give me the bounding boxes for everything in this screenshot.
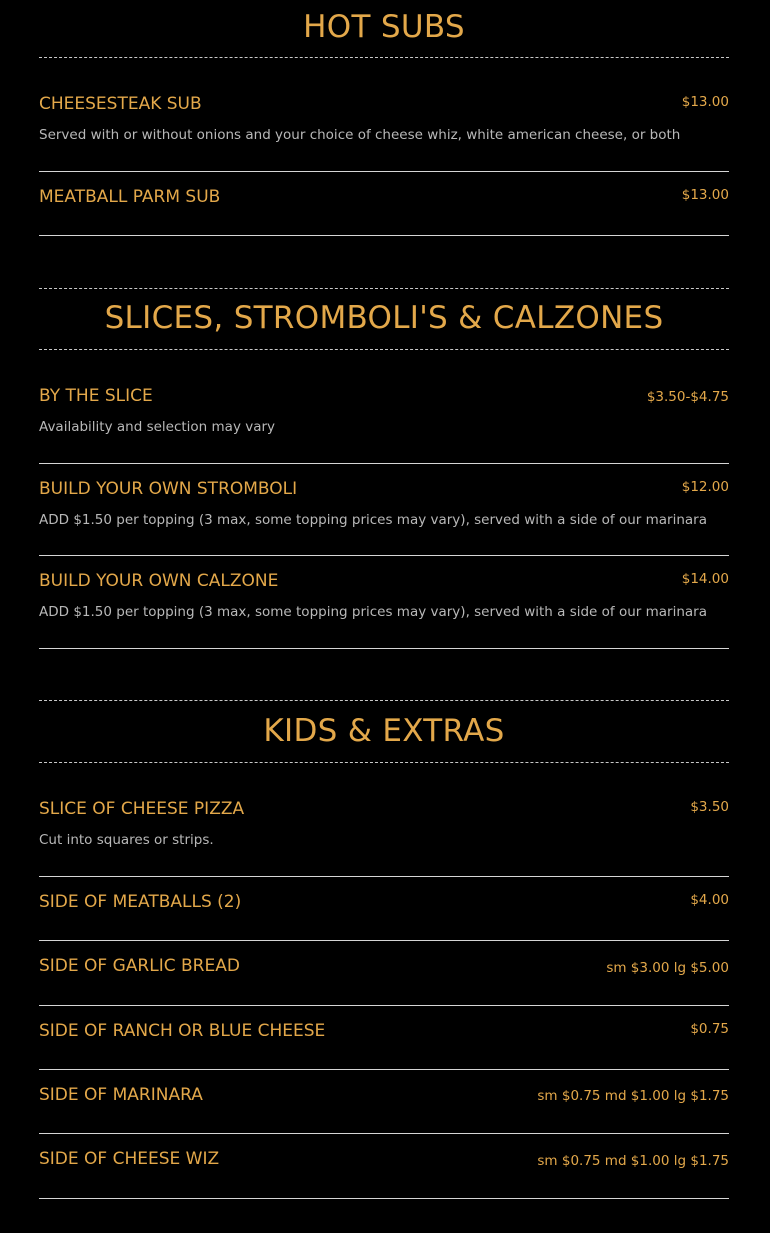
- item-description: ADD $1.50 per topping (3 max, some topping prices may vary), served with a side of our marinara: [39, 604, 707, 620]
- item-name: BUILD YOUR OWN STROMBOLI: [39, 479, 298, 499]
- menu-item[interactable]: [39, 1006, 729, 1070]
- item-price: $13.00: [681, 94, 729, 110]
- menu-item[interactable]: [39, 941, 729, 1006]
- menu-item[interactable]: [39, 877, 729, 941]
- menu-item[interactable]: [39, 1070, 729, 1134]
- item-price: $3.50-$4.75: [646, 389, 729, 405]
- item-price: $14.00: [681, 571, 729, 587]
- item-price: sm $0.75 md $1.00 lg $1.75: [537, 1153, 729, 1169]
- section-title: HOT SUBS: [303, 9, 465, 45]
- item-name: SIDE OF MARINARA: [39, 1085, 203, 1105]
- item-price: $3.50: [690, 799, 729, 815]
- item-description: Cut into squares or strips.: [39, 832, 214, 848]
- item-name: SIDE OF MEATBALLS (2): [39, 892, 242, 912]
- menu-item[interactable]: [39, 1134, 729, 1199]
- item-name: CHEESESTEAK SUB: [39, 94, 202, 114]
- item-name: SIDE OF GARLIC BREAD: [39, 956, 240, 976]
- section-title: SLICES, STROMBOLI'S & CALZONES: [104, 300, 664, 336]
- item-description: ADD $1.50 per topping (3 max, some topping prices may vary), served with a side of our marinara: [39, 512, 707, 528]
- menu-item[interactable]: [39, 464, 729, 556]
- item-name: SIDE OF RANCH OR BLUE CHEESE: [39, 1021, 326, 1041]
- item-price: sm $0.75 md $1.00 lg $1.75: [537, 1088, 729, 1104]
- item-price: $0.75: [690, 1021, 729, 1037]
- menu-item[interactable]: [39, 172, 729, 236]
- item-price: $12.00: [681, 479, 729, 495]
- menu-item[interactable]: [39, 58, 729, 172]
- section-title: KIDS & EXTRAS: [263, 713, 505, 749]
- item-name: SIDE OF CHEESE WIZ: [39, 1149, 220, 1169]
- item-name: MEATBALL PARM SUB: [39, 187, 221, 207]
- item-price: $4.00: [690, 892, 729, 908]
- item-name: BY THE SLICE: [39, 386, 153, 406]
- menu-item[interactable]: [39, 763, 729, 877]
- menu-item[interactable]: [39, 556, 729, 649]
- section-divider: [39, 288, 729, 289]
- item-description: Availability and selection may vary: [39, 419, 276, 435]
- menu-item[interactable]: [39, 350, 729, 464]
- item-description: Served with or without onions and your choice of cheese whiz, white american cheese, or both: [39, 127, 681, 143]
- item-name: BUILD YOUR OWN CALZONE: [39, 571, 279, 591]
- item-price: sm $3.00 lg $5.00: [606, 960, 729, 976]
- section-divider: [39, 700, 729, 701]
- item-name: SLICE OF CHEESE PIZZA: [39, 799, 245, 819]
- item-price: $13.00: [681, 187, 729, 203]
